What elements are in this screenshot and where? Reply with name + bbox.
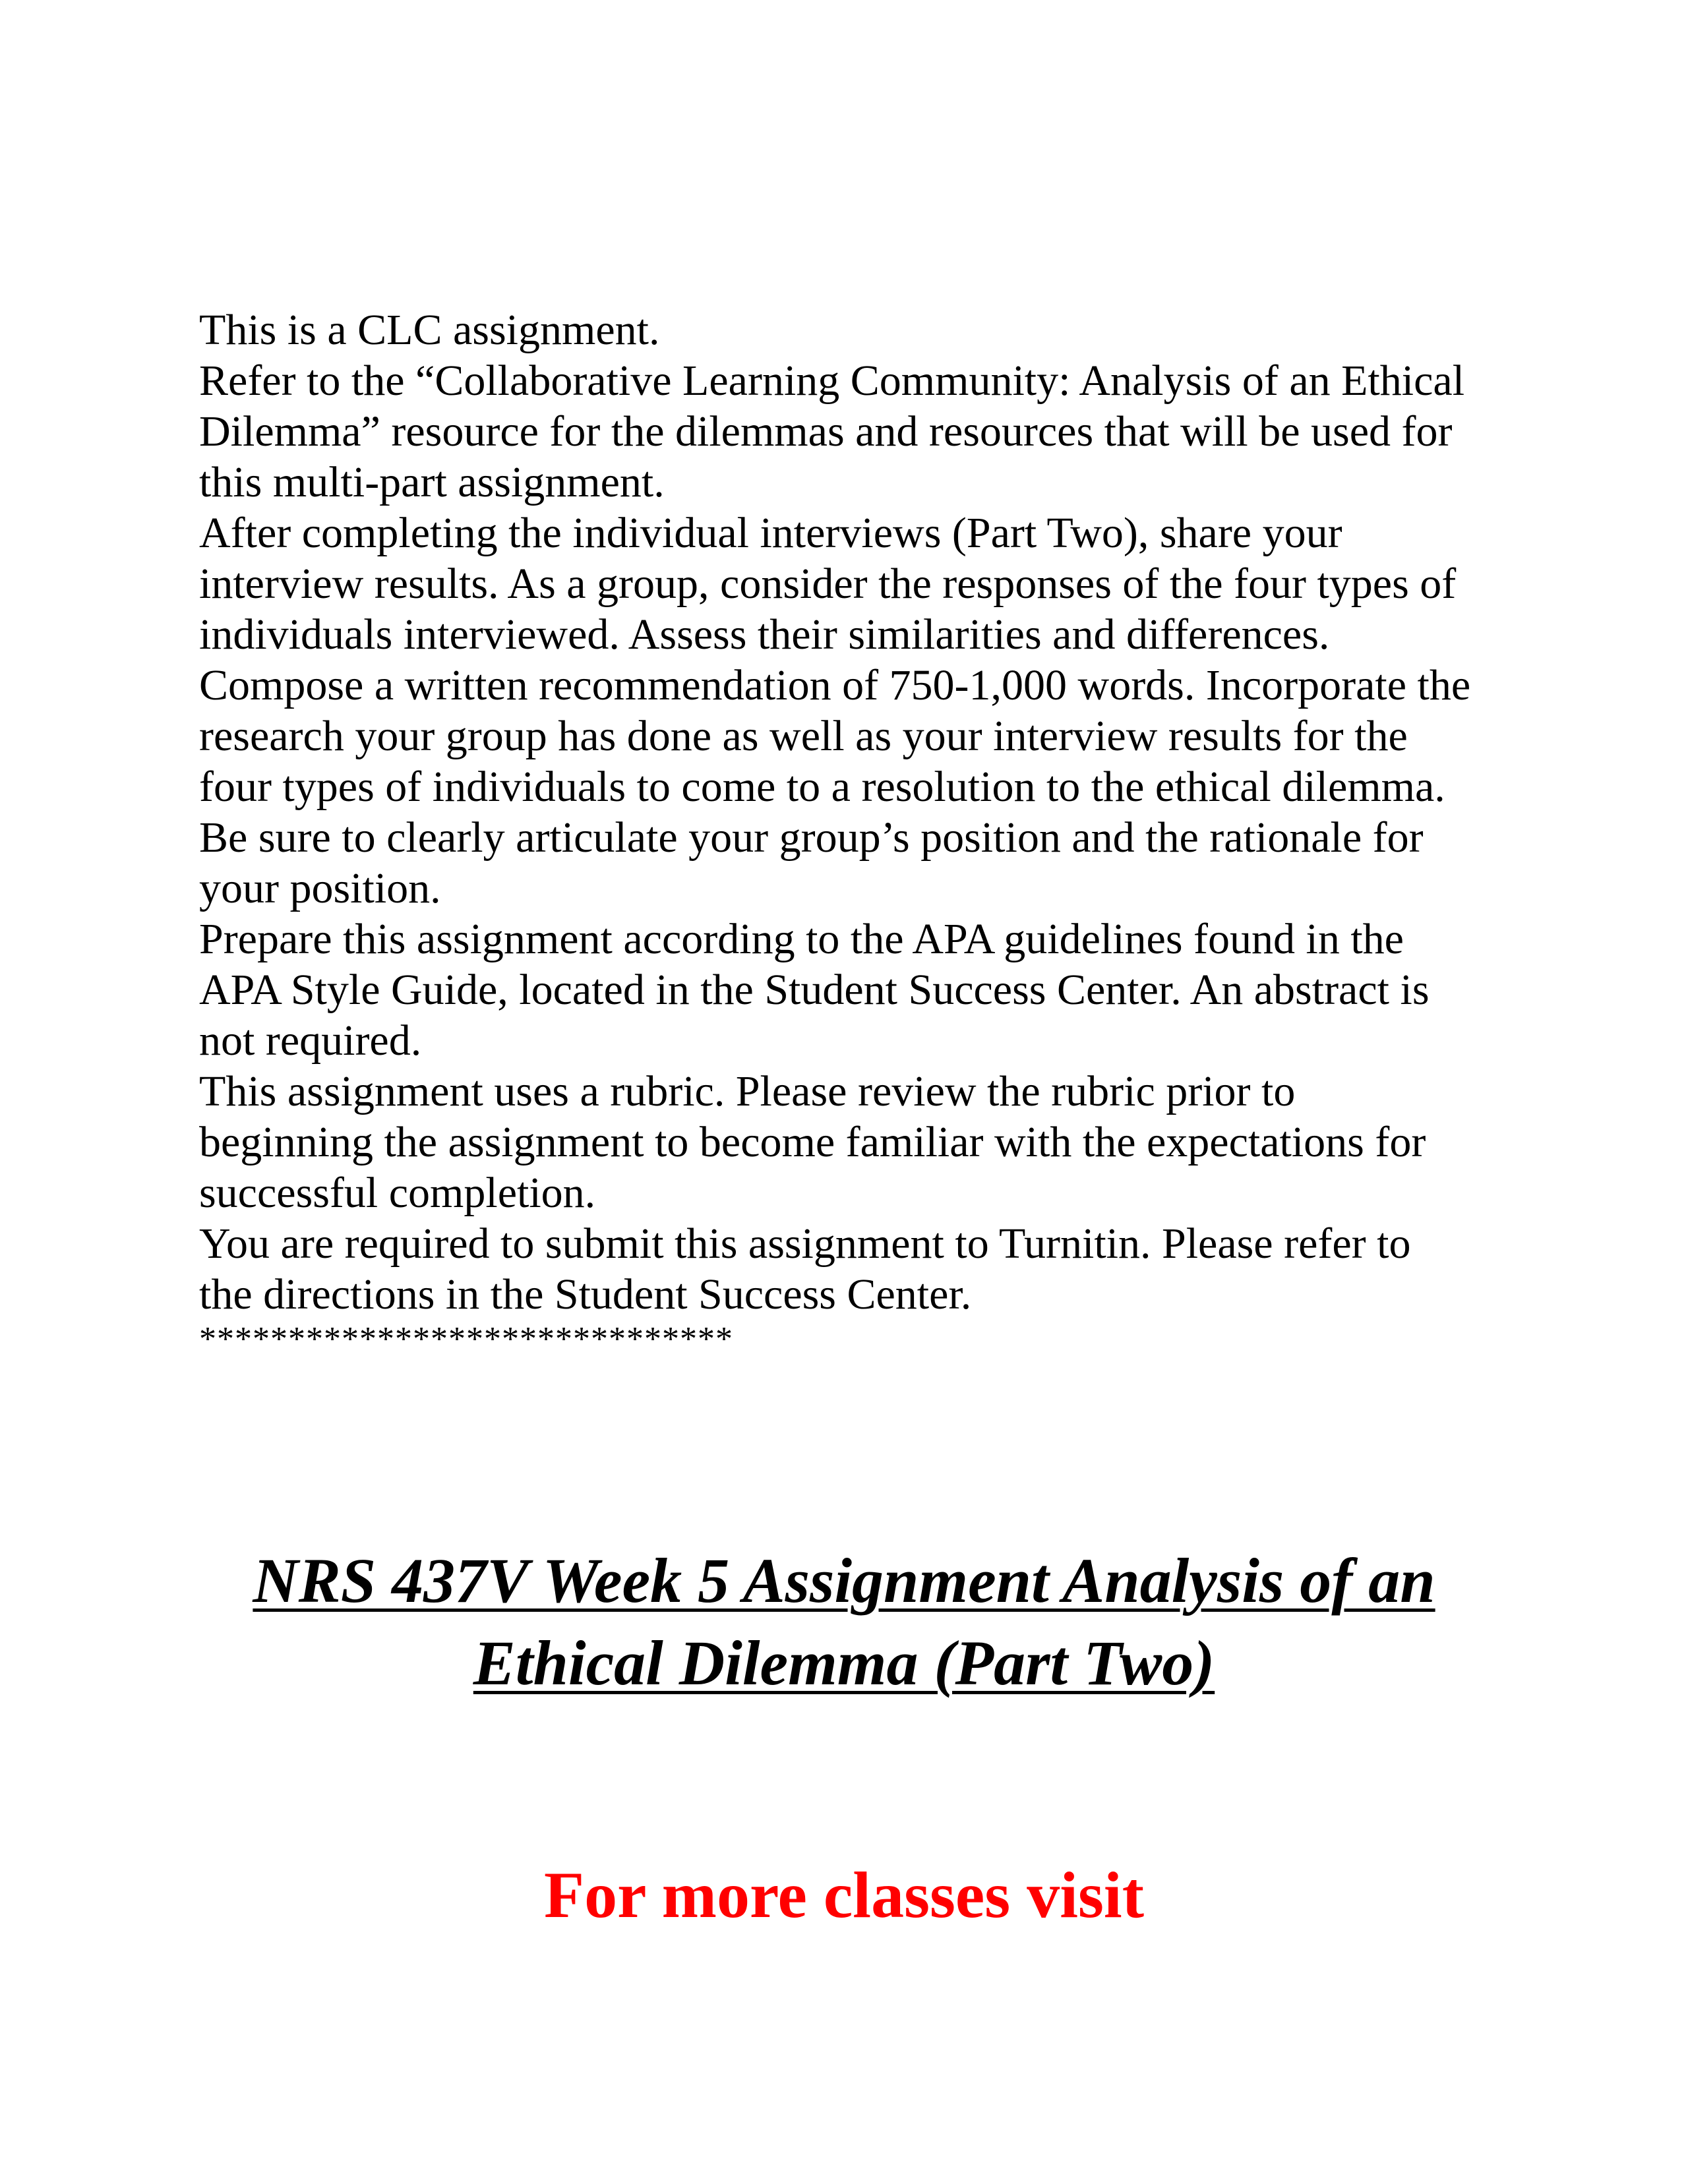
body-line: individuals interviewed. Assess their similarities and differences. <box>199 610 1330 659</box>
title-line <box>0 1539 1688 1622</box>
body-line: You are required to submit this assignment to Turnitin. Please refer to <box>199 1220 1411 1268</box>
asterisk-separator: ****************************** <box>199 1320 733 1358</box>
body-line: the directions in the Student Success Center. <box>199 1270 972 1318</box>
body-line: APA Style Guide, located in the Student Success Center. An abstract is <box>199 966 1430 1014</box>
body-line: beginning the assignment to become familiar with the expectations for <box>199 1118 1426 1166</box>
body-line: interview results. As a group, consider the responses of the four types of <box>199 560 1457 608</box>
body-line: Be sure to clearly articulate your group’s position and the rationale for <box>199 813 1424 862</box>
body-line: Prepare this assignment according to the APA guidelines found in the <box>199 915 1404 963</box>
title-line-text: NRS 437V Week 5 Assignment Analysis of an <box>253 1545 1435 1616</box>
visit-promo-text: For more classes visit <box>543 1858 1144 1932</box>
body-line: This assignment uses a rubric. Please review the rubric prior to <box>199 1067 1296 1115</box>
body-line: your position. <box>199 864 441 912</box>
body-line: successful completion. <box>199 1169 596 1217</box>
body-line: Dilemma” resource for the dilemmas and resources that will be used for <box>199 407 1453 456</box>
body-line: This is a CLC assignment. <box>199 306 660 354</box>
assignment-instructions <box>199 305 1518 1359</box>
body-line: Compose a written recommendation of 750-1,000 words. Incorporate the <box>199 661 1471 709</box>
title-line <box>0 1622 1688 1704</box>
body-line: Refer to the “Collaborative Learning Community: Analysis of an Ethical <box>199 357 1465 405</box>
title-line-text: Ethical Dilemma (Part Two) <box>473 1628 1215 1698</box>
body-line: this multi-part assignment. <box>199 458 665 506</box>
document-title <box>0 1539 1688 1704</box>
body-line: not required. <box>199 1017 422 1065</box>
body-line: four types of individuals to come to a resolution to the ethical dilemma. <box>199 763 1445 811</box>
body-line: research your group has done as well as your interview results for the <box>199 712 1408 760</box>
body-line: After completing the individual interviews (Part Two), share your <box>199 509 1342 557</box>
